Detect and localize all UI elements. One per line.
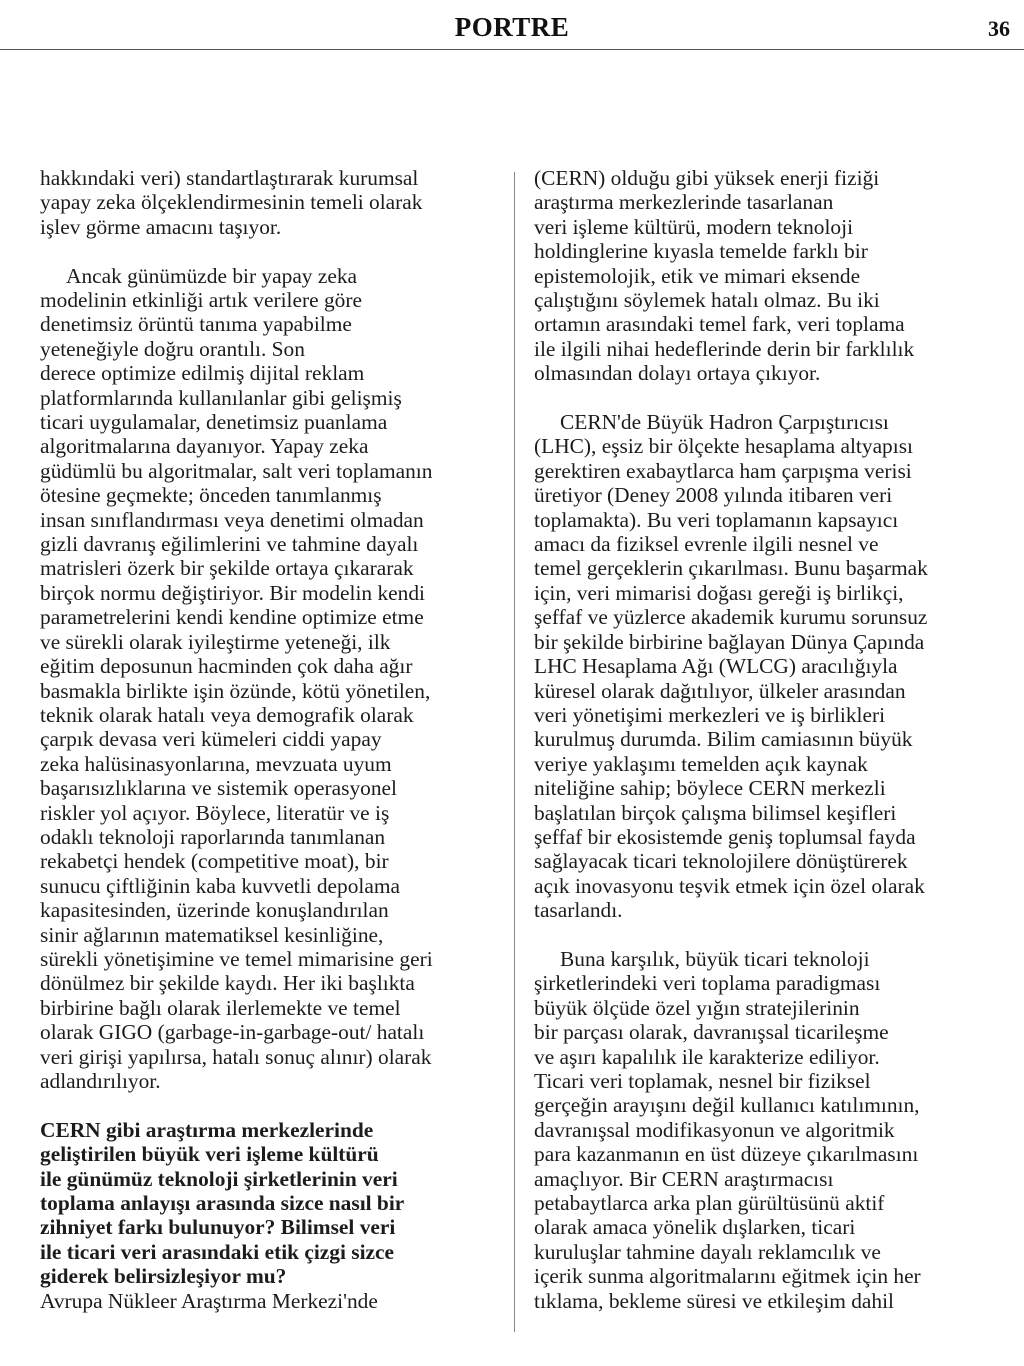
paragraph xyxy=(534,410,1004,923)
paragraph xyxy=(534,947,1004,1313)
left-column xyxy=(40,166,502,1313)
paragraph-text: Ancak günümüzde bir yapay zeka modelinin etkinliği artık verilere göre denetimsiz örüntü tanıma yapabilme yeteneğiyle doğru orantılı. Son derece optimize edilmiş dijital reklam platformlarında kullanılanlar gibi gelişmiş ticari uygulamalar, denetimsiz puanlama algoritmalarına dayanıyor. Yapay zeka güdümlü bu algoritmalar, salt veri toplamanın ötesine geçmekte; önceden tanımlanmış insan sınıflandırması veya denetimi olmadan gizli davranış eğilimlerini ve tahmine dayalı matrisleri özerk bir şekilde ortaya çıkararak birçok normu değiştiriyor. Bir modelin kendi parametrelerini kendi kendine optimize etme ve sürekli olarak iyileştirme yeteneği, ilk eğitim deposunun hacminden çok daha ağır basmakla birlikte işin özünde, kötü yönetilen, teknik olarak hatalı veya demografik olarak çarpık devasa veri kümeleri ciddi yapay zeka halüsinasyonlarına, mevzuata uyum başarısızlıklarına ve sistemik operasyonel riskler yol açıyor. Böylece, literatür ve iş odaklı teknoloji raporlarında tanımlanan rekabetçi hendek (competitive moat), bir sunucu çiftliğinin kaba kuvvetli depolama kapasitesinden, üzerinde konuşlandırılan sinir ağlarının matematiksel kesinliğine, sürekli yönetişimine ve temel mimarisine geri dönülmez bir şekilde kaydı. Her iki başlıkta birbirine bağlı olarak ilerlemekte ve temel olarak GIGO (garbage-in-garbage-out/ hatalı veri girişi yapılırsa, hatalı sonuç alınır) olarak adlandırılıyor. xyxy=(40,263,433,1094)
answer-text: Avrupa Nükleer Araştırma Merkezi'nde xyxy=(40,1288,378,1313)
paragraph: hakkındaki veri) standartlaştırarak kurumsal yapay zeka ölçeklendirmesinin temeli olarak işlev görme amacını taşıyor. xyxy=(40,166,423,239)
paragraph xyxy=(40,264,502,1094)
paragraph-text: CERN'de Büyük Hadron Çarpıştırıcısı (LHC), eşsiz bir ölçekte hesaplama altyapısı gerektiren exabaytlarca ham çarpışma verisi üretiyor (Deney 2008 yılında itibaren veri toplamakta). Bu veri toplamanın kapsayıcı amacı da fiziksel evrenle ilgili nesnel ve temel gerçeklerin çıkarılması. Bunu başarmak için, veri mimarisi doğası gereği iş birlikçi, şeffaf ve yüzlerce akademik kurumu sorunsuz bir şekilde birbirine bağlayan Dünya Çapında LHC Hesaplama Ağı (WLCG) aracılığıyla küresel olarak dağıtılıyor, ülkeler arasından veri yönetişimi merkezleri ve iş birlikleri kurulmuş durumda. Bilim camiasının büyük veriye yaklaşımı temelden açık kaynak niteliğine sahip; böylece CERN merkezli başlatılan birçok çalışma bilimsel keşifleri şeffaf bir ekosistemde geniş toplumsal fayda sağlayacak ticari teknolojilere dönüştürerek açık inovasyonu teşvik etmek için özel olarak tasarlandı. xyxy=(534,410,928,923)
paragraph-text: Buna karşılık, büyük ticari teknoloji şirketlerindeki veri toplama paradigması büyük ölçüde özel yığın stratejilerinin bir parçası olarak, davranışsal ticarileşme ve aşırı kapalılık ile karakterize ediliyor. Ticari veri toplamak, nesnel bir fiziksel gerçeğin arayışını değil kullanıcı katılımının, davranışsal modifikasyonun ve algoritmik para kazanmanın en üst düzeye çıkarılmasını amaçlıyor. Bir CERN araştırmacısı petabaytlarca arka plan gürültüsünü aktif olarak amaca yönelik dışlarken, ticari kuruluşlar tahmine dayalı reklamcılık ve içerik sunma algoritmalarını eğitmek için her tıklama, bekleme süresi ve etkileşim dahil xyxy=(534,946,921,1313)
header-divider xyxy=(0,49,1024,50)
right-column xyxy=(534,166,1004,1337)
paragraph: (CERN) olduğu gibi yüksek enerji fiziği araştırma merkezlerinde tasarlanan veri işleme kültürü, modern teknoloji holdinglerine kıyasla temelde farklı bir epistemolojik, etik ve mimari eksende çalıştığını söylemek hatalı olmaz. Bu iki ortamın arasındaki temel fark, veri toplama ile ilgili nihai hedeflerinde derin bir farklılık olmasından dolayı ortaya çıkıyor. xyxy=(534,166,915,386)
interview-question: CERN gibi araştırma merkezlerinde geliştirilen büyük veri işleme kültürü ile günümüz teknoloji şirketlerinin veri toplama anlayışı arasında sizce nasıl bir zihniyet farkı bulunuyor? Bilimsel veri ile ticari veri arasındaki etik çizgi sizce giderek belirsizleşiyor mu? xyxy=(40,1117,405,1289)
page-number: 36 xyxy=(988,16,1010,41)
column-divider xyxy=(514,172,515,1332)
page-header xyxy=(0,0,1024,50)
section-title: PORTRE xyxy=(454,12,570,42)
